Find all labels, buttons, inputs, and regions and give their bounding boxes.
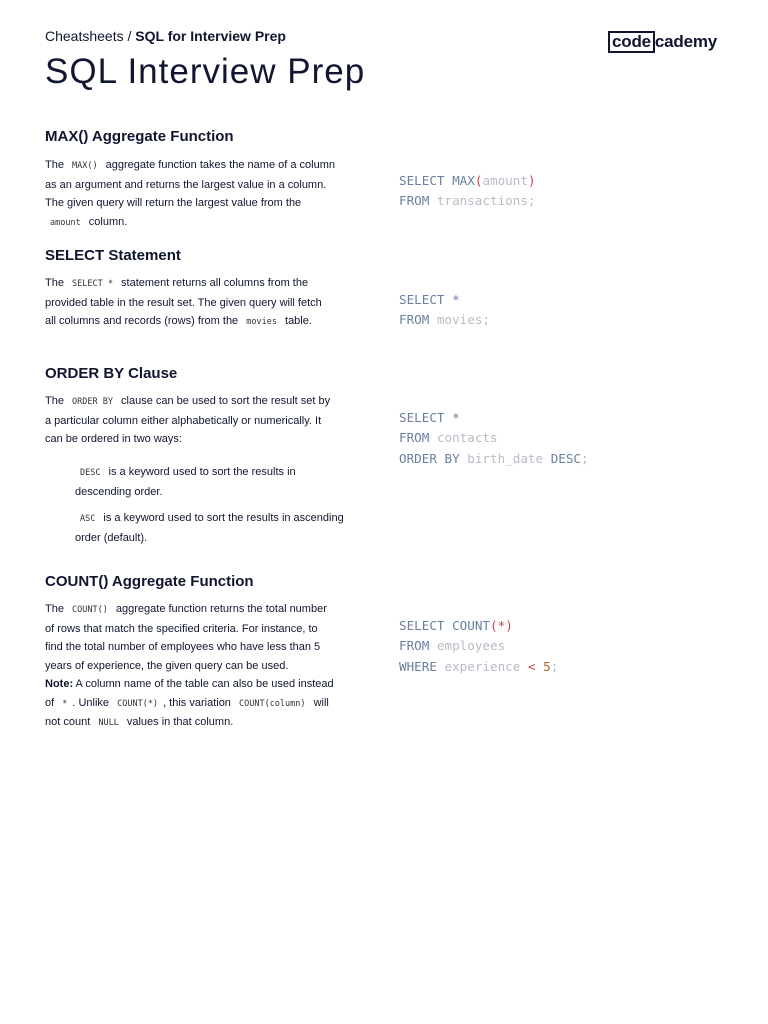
code-keyword: FROM: [399, 193, 430, 209]
code-function: MAX: [452, 173, 475, 188]
breadcrumb: [45, 28, 286, 44]
section-title-max: MAX() Aggregate Function: [45, 128, 234, 145]
code-paren: (: [490, 618, 498, 633]
code-semicolon: ;: [550, 658, 559, 674]
code-table: employees: [436, 638, 506, 654]
code-semicolon: ;: [581, 450, 589, 466]
inline-code-select-star: SELECT *: [72, 279, 113, 289]
codecademy-logo[interactable]: [608, 31, 717, 53]
code-keyword: ORDER BY: [399, 450, 460, 466]
code-function: COUNT: [452, 618, 491, 633]
inline-code-max: MAX(): [72, 161, 98, 171]
max-desc-text-1: The: [45, 159, 68, 171]
inline-code-desc: DESC: [80, 468, 101, 478]
section-title-orderby: ORDER BY Clause: [45, 365, 178, 382]
note-text-2: . Unlike: [72, 696, 113, 709]
code-paren: ): [505, 618, 513, 633]
code-operator: <: [527, 658, 536, 674]
code-block-max: [399, 171, 536, 212]
list-item-asc: [75, 509, 345, 547]
inline-code-count: COUNT(): [72, 605, 108, 615]
code-table: movies;: [436, 312, 491, 328]
breadcrumb-separator: /: [123, 28, 136, 44]
code-column: experience: [444, 658, 521, 674]
code-keyword: DESC: [550, 450, 582, 466]
inline-code-amount: amount: [50, 217, 81, 228]
section-desc-count: [45, 600, 335, 733]
code-keyword: SELECT: [399, 410, 445, 425]
code-block-select: [399, 290, 490, 331]
code-keyword: SELECT: [399, 173, 445, 188]
code-block-orderby: [399, 408, 589, 469]
section-desc-max: [45, 156, 335, 232]
inline-code-star: *: [62, 698, 68, 709]
code-keyword: SELECT: [399, 292, 445, 307]
page-title: SQL Interview Prep: [45, 52, 366, 91]
count-desc-paragraph: [45, 600, 335, 675]
code-keyword: FROM: [399, 638, 430, 654]
code-keyword: FROM: [399, 430, 430, 446]
list-item-desc: [75, 463, 345, 501]
note-text-3: , this variation: [163, 696, 234, 709]
inline-code-asc: ASC: [80, 514, 96, 524]
bullet-text-asc: is a keyword used to sort the results in ascending order (default).: [75, 512, 344, 544]
section-desc-orderby: [45, 392, 335, 449]
bullet-text-desc: is a keyword used to sort the results in descending order.: [75, 466, 296, 498]
inline-code-movies: movies: [246, 317, 277, 327]
max-desc-text-2: aggregate function takes the name of a column as an argument and returns the largest value in a column. The given query will return the largest value from the: [45, 159, 335, 209]
code-table: contacts: [436, 430, 498, 446]
breadcrumb-root-link[interactable]: Cheatsheets: [45, 28, 124, 44]
note-text-1: A column name of the table can also be used instead of: [45, 678, 334, 709]
code-number: 5: [543, 658, 551, 674]
count-desc-text-1: The: [45, 603, 68, 615]
count-desc-text-2: aggregate function returns the total number of rows that match the specified criteria. For instance, to find the total number of employees who have less than 5 years of experience, the given query can be used.: [45, 603, 327, 672]
logo-cademy: cademy: [654, 32, 718, 51]
section-desc-select: [45, 274, 335, 332]
orderby-desc-text-1: The: [45, 395, 68, 407]
code-keyword: SELECT: [399, 618, 445, 633]
orderby-desc-text-2: clause can be used to sort the result set by a particular column either alphabetically or numerically. It can be ordered in two ways:: [45, 395, 331, 445]
select-desc-text-3: table.: [281, 315, 312, 327]
select-desc-paragraph: [45, 274, 335, 332]
code-block-count: [399, 616, 558, 677]
section-title-count: COUNT() Aggregate Function: [45, 573, 254, 590]
select-desc-text-1: The: [45, 277, 68, 289]
code-table: transactions;: [436, 193, 536, 209]
code-star: *: [452, 292, 460, 307]
inline-code-null: NULL: [98, 718, 119, 728]
code-paren: ): [527, 173, 536, 188]
code-arg: *: [497, 618, 506, 633]
code-column: birth_date: [467, 450, 544, 466]
inline-code-count-star: COUNT(*): [117, 698, 159, 709]
orderby-desc-paragraph: [45, 392, 335, 449]
section-title-select: SELECT Statement: [45, 247, 181, 264]
code-keyword: WHERE: [399, 658, 437, 674]
max-desc-text-3: column.: [85, 215, 128, 228]
inline-code-order-by: ORDER BY: [72, 397, 113, 407]
code-paren: (: [474, 173, 483, 188]
note-text-5: values in that column.: [123, 716, 234, 728]
code-star: *: [452, 410, 460, 425]
select-desc-text-2: statement returns all columns from the provided table in the result set. The given query will fetch all columns and records (rows) from the: [45, 277, 322, 327]
note-label: Note:: [45, 678, 74, 690]
code-arg: amount: [482, 173, 528, 188]
inline-code-count-column: COUNT(column): [238, 698, 306, 709]
max-desc-paragraph: [45, 156, 335, 232]
note-text-4: will not count: [45, 696, 329, 728]
code-keyword: FROM: [399, 312, 430, 328]
count-note-paragraph: [45, 675, 335, 733]
breadcrumb-current[interactable]: SQL for Interview Prep: [135, 28, 286, 44]
logo-code-box: code: [608, 31, 655, 53]
